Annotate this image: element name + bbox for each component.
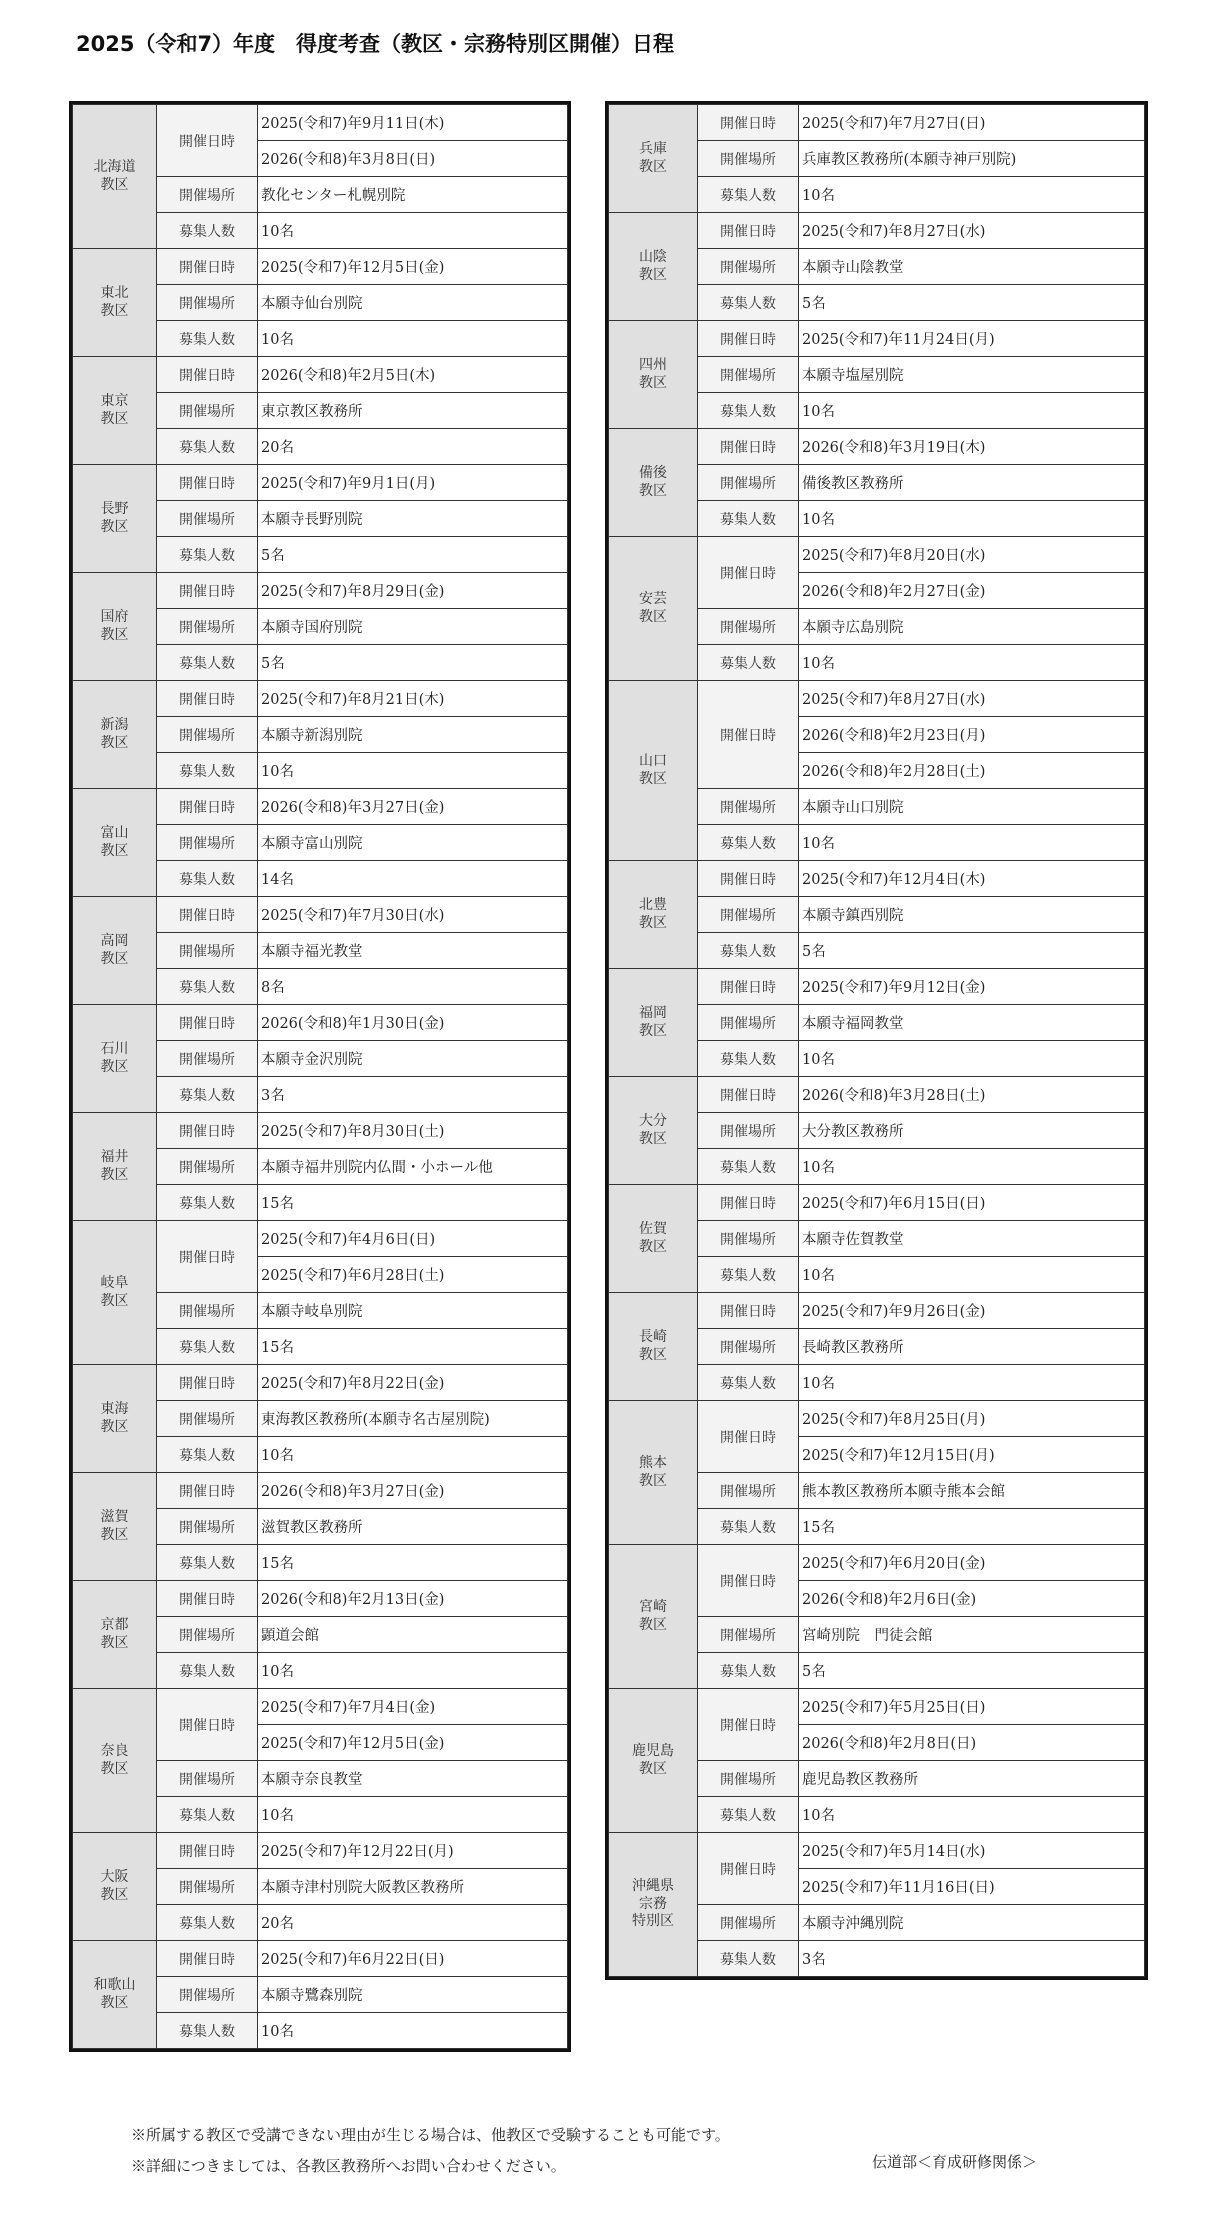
label-date: 開催日時 <box>157 1941 258 1977</box>
place-value: 本願寺鎮西別院 <box>799 897 1145 933</box>
date-value: 2025(令和7)年12月4日(木) <box>799 861 1145 897</box>
table-row <box>73 465 568 501</box>
place-value: 顕道会館 <box>258 1617 568 1653</box>
count-value: 10名 <box>799 1041 1145 1077</box>
table-row <box>73 105 568 141</box>
label-date: 開催日時 <box>157 465 258 501</box>
table-row <box>73 897 568 933</box>
label-place: 開催場所 <box>157 285 258 321</box>
label-place: 開催場所 <box>157 1509 258 1545</box>
count-value: 10名 <box>799 1365 1145 1401</box>
label-date: 開催日時 <box>698 1293 799 1329</box>
count-value: 5名 <box>258 645 568 681</box>
district-name: 安芸 教区 <box>609 537 698 681</box>
count-value: 3名 <box>799 1941 1145 1977</box>
label-count: 募集人数 <box>698 501 799 537</box>
label-date: 開催日時 <box>157 357 258 393</box>
place-value: 本願寺金沢別院 <box>258 1041 568 1077</box>
count-value: 14名 <box>258 861 568 897</box>
label-date: 開催日時 <box>698 1545 799 1617</box>
label-place: 開催場所 <box>157 717 258 753</box>
label-date: 開催日時 <box>157 897 258 933</box>
place-value: 本願寺山陰教堂 <box>799 249 1145 285</box>
count-value: 10名 <box>258 1437 568 1473</box>
count-value: 15名 <box>799 1509 1145 1545</box>
table-row <box>609 861 1145 897</box>
count-value: 10名 <box>799 1149 1145 1185</box>
district-name: 東北 教区 <box>73 249 157 357</box>
label-count: 募集人数 <box>698 285 799 321</box>
label-place: 開催場所 <box>698 1473 799 1509</box>
table-row <box>609 1833 1145 1869</box>
label-date: 開催日時 <box>157 573 258 609</box>
district-name: 佐賀 教区 <box>609 1185 698 1293</box>
label-place: 開催場所 <box>157 1293 258 1329</box>
table-row <box>609 321 1145 357</box>
count-value: 5名 <box>258 537 568 573</box>
date-value: 2025(令和7)年12月5日(金) <box>258 249 568 285</box>
label-place: 開催場所 <box>157 393 258 429</box>
label-count: 募集人数 <box>698 1149 799 1185</box>
date-value: 2025(令和7)年8月22日(金) <box>258 1365 568 1401</box>
label-place: 開催場所 <box>698 249 799 285</box>
label-date: 開催日時 <box>157 681 258 717</box>
date-value: 2025(令和7)年12月5日(金) <box>258 1725 568 1761</box>
label-place: 開催場所 <box>157 933 258 969</box>
district-name: 鹿児島 教区 <box>609 1689 698 1833</box>
district-name: 高岡 教区 <box>73 897 157 1005</box>
label-date: 開催日時 <box>698 429 799 465</box>
count-value: 5名 <box>799 933 1145 969</box>
label-place: 開催場所 <box>698 609 799 645</box>
count-value: 10名 <box>258 213 568 249</box>
date-value: 2025(令和7)年8月27日(水) <box>799 681 1145 717</box>
district-name: 長崎 教区 <box>609 1293 698 1401</box>
label-count: 募集人数 <box>698 1257 799 1293</box>
date-value: 2025(令和7)年6月20日(金) <box>799 1545 1145 1581</box>
label-date: 開催日時 <box>157 1365 258 1401</box>
label-place: 開催場所 <box>157 1977 258 2013</box>
label-count: 募集人数 <box>157 537 258 573</box>
table-row <box>73 1833 568 1869</box>
label-count: 募集人数 <box>157 969 258 1005</box>
place-value: 本願寺福井別院内仏間・小ホール他 <box>258 1149 568 1185</box>
page-title: 2025（令和7）年度 得度考査（教区・宗務特別区開催）日程 <box>76 32 675 56</box>
label-count: 募集人数 <box>698 177 799 213</box>
table-row <box>73 789 568 825</box>
label-date: 開催日時 <box>698 321 799 357</box>
date-value: 2026(令和8)年3月28日(土) <box>799 1077 1145 1113</box>
label-date: 開催日時 <box>698 1833 799 1905</box>
label-count: 募集人数 <box>698 1509 799 1545</box>
count-value: 10名 <box>258 753 568 789</box>
label-date: 開催日時 <box>157 1473 258 1509</box>
label-place: 開催場所 <box>157 1617 258 1653</box>
date-value: 2026(令和8)年2月27日(金) <box>799 573 1145 609</box>
date-value: 2025(令和7)年4月6日(日) <box>258 1221 568 1257</box>
place-value: 大分教区教務所 <box>799 1113 1145 1149</box>
label-count: 募集人数 <box>698 825 799 861</box>
label-date: 開催日時 <box>698 681 799 789</box>
date-value: 2025(令和7)年12月15日(月) <box>799 1437 1145 1473</box>
label-count: 募集人数 <box>698 1941 799 1977</box>
district-name: 大阪 教区 <box>73 1833 157 1941</box>
date-value: 2025(令和7)年5月25日(日) <box>799 1689 1145 1725</box>
place-value: 備後教区教務所 <box>799 465 1145 501</box>
count-value: 10名 <box>799 177 1145 213</box>
place-value: 本願寺奈良教堂 <box>258 1761 568 1797</box>
table-row <box>73 1581 568 1617</box>
table-row <box>609 681 1145 717</box>
table-row <box>609 1401 1145 1437</box>
table-row <box>73 1689 568 1725</box>
label-place: 開催場所 <box>157 1041 258 1077</box>
label-place: 開催場所 <box>157 609 258 645</box>
label-count: 募集人数 <box>157 861 258 897</box>
label-place: 開催場所 <box>698 1221 799 1257</box>
table-row <box>609 1077 1145 1113</box>
label-place: 開催場所 <box>698 141 799 177</box>
table-row <box>609 1185 1145 1221</box>
table-row <box>609 1293 1145 1329</box>
date-value: 2026(令和8)年3月19日(木) <box>799 429 1145 465</box>
schedule-table-left <box>69 101 571 2052</box>
date-value: 2025(令和7)年9月1日(月) <box>258 465 568 501</box>
district-name: 東京 教区 <box>73 357 157 465</box>
date-value: 2025(令和7)年6月22日(日) <box>258 1941 568 1977</box>
district-name: 和歌山 教区 <box>73 1941 157 2049</box>
place-value: 本願寺津村別院大阪教区教務所 <box>258 1869 568 1905</box>
district-name: 長野 教区 <box>73 465 157 573</box>
label-date: 開催日時 <box>157 1581 258 1617</box>
label-place: 開催場所 <box>698 789 799 825</box>
label-date: 開催日時 <box>157 249 258 285</box>
district-name: 滋賀 教区 <box>73 1473 157 1581</box>
label-place: 開催場所 <box>698 1761 799 1797</box>
table-row <box>609 537 1145 573</box>
date-value: 2026(令和8)年2月8日(日) <box>799 1725 1145 1761</box>
table-row <box>73 1365 568 1401</box>
date-value: 2025(令和7)年9月11日(木) <box>258 105 568 141</box>
label-place: 開催場所 <box>698 1905 799 1941</box>
label-date: 開催日時 <box>698 1689 799 1761</box>
label-count: 募集人数 <box>157 429 258 465</box>
place-value: 本願寺鷺森別院 <box>258 1977 568 2013</box>
label-date: 開催日時 <box>157 1833 258 1869</box>
place-value: 滋賀教区教務所 <box>258 1509 568 1545</box>
count-value: 5名 <box>799 1653 1145 1689</box>
place-value: 本願寺広島別院 <box>799 609 1145 645</box>
place-value: 兵庫教区教務所(本願寺神戸別院) <box>799 141 1145 177</box>
date-value: 2026(令和8)年2月23日(月) <box>799 717 1145 753</box>
count-value: 10名 <box>258 321 568 357</box>
district-name: 奈良 教区 <box>73 1689 157 1833</box>
label-date: 開催日時 <box>698 969 799 1005</box>
district-name: 福井 教区 <box>73 1113 157 1221</box>
place-value: 東京教区教務所 <box>258 393 568 429</box>
label-date: 開催日時 <box>698 1185 799 1221</box>
place-value: 本願寺仙台別院 <box>258 285 568 321</box>
label-count: 募集人数 <box>157 645 258 681</box>
department-credit: 伝道部＜育成研修関係＞ <box>872 2153 1038 2171</box>
table-row <box>73 1005 568 1041</box>
label-place: 開催場所 <box>157 1869 258 1905</box>
label-date: 開催日時 <box>698 1077 799 1113</box>
label-place: 開催場所 <box>157 501 258 537</box>
district-name: 山口 教区 <box>609 681 698 861</box>
date-value: 2026(令和8)年2月13日(金) <box>258 1581 568 1617</box>
date-value: 2025(令和7)年8月29日(金) <box>258 573 568 609</box>
district-name: 京都 教区 <box>73 1581 157 1689</box>
date-value: 2026(令和8)年1月30日(金) <box>258 1005 568 1041</box>
place-value: 本願寺福光教堂 <box>258 933 568 969</box>
district-name: 北海道 教区 <box>73 105 157 249</box>
date-value: 2025(令和7)年8月21日(木) <box>258 681 568 717</box>
district-name: 国府 教区 <box>73 573 157 681</box>
count-value: 10名 <box>258 1797 568 1833</box>
label-count: 募集人数 <box>698 1041 799 1077</box>
place-value: 本願寺岐阜別院 <box>258 1293 568 1329</box>
count-value: 20名 <box>258 429 568 465</box>
place-value: 教化センター札幌別院 <box>258 177 568 213</box>
count-value: 10名 <box>258 1653 568 1689</box>
label-count: 募集人数 <box>157 1437 258 1473</box>
label-place: 開催場所 <box>157 1401 258 1437</box>
place-value: 東海教区教務所(本願寺名古屋別院) <box>258 1401 568 1437</box>
count-value: 10名 <box>799 501 1145 537</box>
label-date: 開催日時 <box>698 861 799 897</box>
district-name: 富山 教区 <box>73 789 157 897</box>
date-value: 2026(令和8)年2月5日(木) <box>258 357 568 393</box>
date-value: 2025(令和7)年11月24日(月) <box>799 321 1145 357</box>
place-value: 本願寺塩屋別院 <box>799 357 1145 393</box>
label-place: 開催場所 <box>698 1113 799 1149</box>
date-value: 2025(令和7)年6月28日(土) <box>258 1257 568 1293</box>
date-value: 2025(令和7)年7月27日(日) <box>799 105 1145 141</box>
date-value: 2025(令和7)年11月16日(日) <box>799 1869 1145 1905</box>
table-row <box>73 357 568 393</box>
label-date: 開催日時 <box>698 105 799 141</box>
district-name: 熊本 教区 <box>609 1401 698 1545</box>
table-row <box>73 1113 568 1149</box>
count-value: 3名 <box>258 1077 568 1113</box>
table-row <box>73 1473 568 1509</box>
district-name: 沖縄県 宗務 特別区 <box>609 1833 698 1977</box>
place-value: 長崎教区教務所 <box>799 1329 1145 1365</box>
label-date: 開催日時 <box>157 1689 258 1761</box>
table-row <box>73 1221 568 1257</box>
table-row <box>609 969 1145 1005</box>
label-place: 開催場所 <box>157 1761 258 1797</box>
footnote-contact: ※詳細につきましては、各教区教務所へお問い合わせください。 <box>131 2157 566 2175</box>
label-place: 開催場所 <box>698 357 799 393</box>
district-name: 備後 教区 <box>609 429 698 537</box>
district-name: 宮崎 教区 <box>609 1545 698 1689</box>
label-count: 募集人数 <box>157 753 258 789</box>
date-value: 2025(令和7)年6月15日(日) <box>799 1185 1145 1221</box>
footnote-other-district: ※所属する教区で受講できない理由が生じる場合は、他教区で受験することも可能です。 <box>131 2126 730 2144</box>
label-count: 募集人数 <box>698 1653 799 1689</box>
district-name: 石川 教区 <box>73 1005 157 1113</box>
place-value: 鹿児島教区教務所 <box>799 1761 1145 1797</box>
table-row <box>73 1941 568 1977</box>
district-name: 福岡 教区 <box>609 969 698 1077</box>
place-value: 本願寺沖縄別院 <box>799 1905 1145 1941</box>
table-row <box>609 429 1145 465</box>
date-value: 2025(令和7)年8月30日(土) <box>258 1113 568 1149</box>
district-name: 岐阜 教区 <box>73 1221 157 1365</box>
date-value: 2025(令和7)年9月26日(金) <box>799 1293 1145 1329</box>
place-value: 本願寺長野別院 <box>258 501 568 537</box>
label-place: 開催場所 <box>698 1617 799 1653</box>
district-name: 新潟 教区 <box>73 681 157 789</box>
label-place: 開催場所 <box>698 465 799 501</box>
place-value: 本願寺富山別院 <box>258 825 568 861</box>
place-value: 本願寺新潟別院 <box>258 717 568 753</box>
label-date: 開催日時 <box>698 1401 799 1473</box>
table-row <box>609 105 1145 141</box>
label-count: 募集人数 <box>157 1077 258 1113</box>
label-place: 開催場所 <box>157 177 258 213</box>
count-value: 10名 <box>799 645 1145 681</box>
label-count: 募集人数 <box>157 213 258 249</box>
date-value: 2025(令和7)年7月30日(水) <box>258 897 568 933</box>
date-value: 2026(令和8)年3月8日(日) <box>258 141 568 177</box>
label-date: 開催日時 <box>698 537 799 609</box>
label-count: 募集人数 <box>698 933 799 969</box>
date-value: 2026(令和8)年2月6日(金) <box>799 1581 1145 1617</box>
count-value: 5名 <box>799 285 1145 321</box>
count-value: 10名 <box>799 393 1145 429</box>
count-value: 10名 <box>799 825 1145 861</box>
date-value: 2025(令和7)年7月4日(金) <box>258 1689 568 1725</box>
label-count: 募集人数 <box>157 2013 258 2049</box>
place-value: 宮崎別院 門徒会館 <box>799 1617 1145 1653</box>
place-value: 本願寺福岡教堂 <box>799 1005 1145 1041</box>
label-place: 開催場所 <box>698 897 799 933</box>
count-value: 10名 <box>799 1797 1145 1833</box>
label-count: 募集人数 <box>157 1905 258 1941</box>
place-value: 本願寺山口別院 <box>799 789 1145 825</box>
place-value: 本願寺佐賀教堂 <box>799 1221 1145 1257</box>
district-name: 四州 教区 <box>609 321 698 429</box>
table-row <box>609 1545 1145 1581</box>
place-value: 本願寺国府別院 <box>258 609 568 645</box>
count-value: 20名 <box>258 1905 568 1941</box>
label-place: 開催場所 <box>698 1329 799 1365</box>
label-count: 募集人数 <box>698 1797 799 1833</box>
label-count: 募集人数 <box>157 1545 258 1581</box>
label-place: 開催場所 <box>157 1149 258 1185</box>
label-count: 募集人数 <box>157 1797 258 1833</box>
district-name: 大分 教区 <box>609 1077 698 1185</box>
date-value: 2025(令和7)年12月22日(月) <box>258 1833 568 1869</box>
count-value: 15名 <box>258 1329 568 1365</box>
table-row <box>73 249 568 285</box>
place-value: 熊本教区教務所本願寺熊本会館 <box>799 1473 1145 1509</box>
label-place: 開催場所 <box>157 825 258 861</box>
label-date: 開催日時 <box>157 1005 258 1041</box>
label-date: 開催日時 <box>157 1221 258 1293</box>
label-count: 募集人数 <box>157 1653 258 1689</box>
schedule-table-right <box>605 101 1148 1980</box>
label-date: 開催日時 <box>698 213 799 249</box>
date-value: 2025(令和7)年8月20日(水) <box>799 537 1145 573</box>
district-name: 山陰 教区 <box>609 213 698 321</box>
date-value: 2025(令和7)年9月12日(金) <box>799 969 1145 1005</box>
table-row <box>609 1689 1145 1725</box>
date-value: 2026(令和8)年3月27日(金) <box>258 789 568 825</box>
label-date: 開催日時 <box>157 105 258 177</box>
label-count: 募集人数 <box>698 393 799 429</box>
table-row <box>609 213 1145 249</box>
date-value: 2026(令和8)年2月28日(土) <box>799 753 1145 789</box>
district-name: 北豊 教区 <box>609 861 698 969</box>
district-name: 兵庫 教区 <box>609 105 698 213</box>
count-value: 15名 <box>258 1545 568 1581</box>
label-place: 開催場所 <box>698 1005 799 1041</box>
district-name: 東海 教区 <box>73 1365 157 1473</box>
footnotes <box>131 2120 730 2182</box>
label-date: 開催日時 <box>157 789 258 825</box>
date-value: 2026(令和8)年3月27日(金) <box>258 1473 568 1509</box>
count-value: 10名 <box>799 1257 1145 1293</box>
label-count: 募集人数 <box>157 1329 258 1365</box>
table-row <box>73 573 568 609</box>
count-value: 10名 <box>258 2013 568 2049</box>
label-count: 募集人数 <box>698 645 799 681</box>
count-value: 15名 <box>258 1185 568 1221</box>
date-value: 2025(令和7)年8月27日(水) <box>799 213 1145 249</box>
table-row <box>73 681 568 717</box>
date-value: 2025(令和7)年5月14日(水) <box>799 1833 1145 1869</box>
label-count: 募集人数 <box>157 321 258 357</box>
count-value: 8名 <box>258 969 568 1005</box>
label-date: 開催日時 <box>157 1113 258 1149</box>
date-value: 2025(令和7)年8月25日(月) <box>799 1401 1145 1437</box>
label-count: 募集人数 <box>157 1185 258 1221</box>
label-count: 募集人数 <box>698 1365 799 1401</box>
